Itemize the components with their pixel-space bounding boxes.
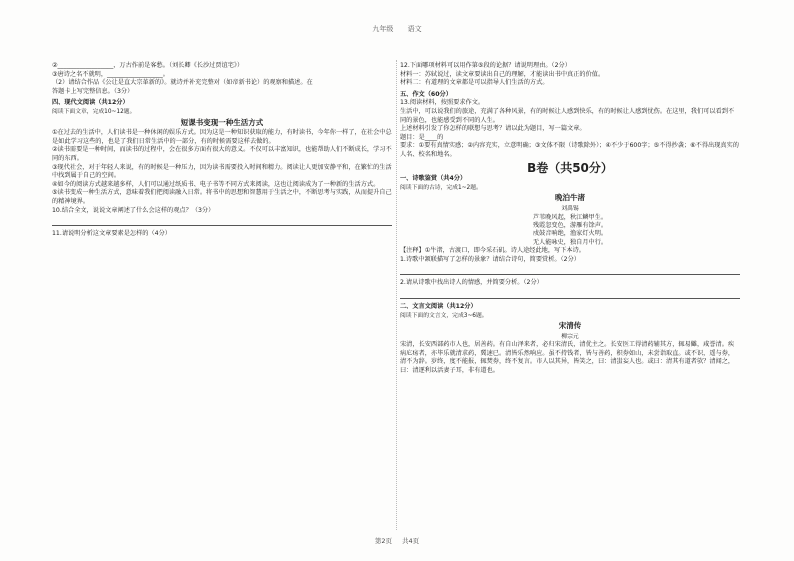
essay-prompt: 生活中，可以说我们的旅途，充满了各种风景，有的时候让人感到快乐，有的时候让人感到忧伤。在这里，我们可以看到不同的景色，也能感受到不同的人生。	[400, 107, 735, 124]
poem-author: 刘禹锡	[561, 205, 579, 212]
question-12: 12.下面哪项材料可以用作第⑤段的论据？请说明理由。（2分）	[400, 62, 571, 69]
classical-heading: 二、文言文阅读（共12分）	[400, 302, 477, 310]
classical-author: 柳宗元	[561, 333, 579, 340]
question-11: 11.请说明分析这文章要素是怎样的（4分）	[52, 230, 171, 238]
page-header	[0, 24, 794, 34]
poetry-heading: 一、诗歌鉴赏（共4分）	[400, 175, 467, 183]
page-footer	[0, 536, 794, 545]
right-column	[400, 62, 740, 376]
section-b-heading: B卷（共50分）	[527, 160, 613, 175]
classical-title: 宋清传	[558, 321, 582, 331]
essay-requirements: 要求：①要有真情实感；②内容充实，立意明确；③文体不限（诗歌除外）；④不少于600字；⑤不得抄袭；⑥不得出现真实的人名、校名和地名。	[400, 142, 739, 158]
question-13: 13.阅读材料，按照要求作文。	[400, 99, 485, 107]
material-2: 材料二：有道理的文章都是可以指导人们生活的方式。	[400, 79, 549, 87]
classical-text: 宋清，长安西部药市人也，居善药。有自山泽来者，必归宋清氏，清优主之。长安医工得清药辅其方，辄易雠，咸誉清。疾病庀疡者，亦毕乐就清求药，冀速已。清皆乐然响应。虽不持钱者，皆与善药，积券如山，未尝诣取直。或不识，遥与券，清不为辞。岁终，度不能报，辄焚券，终不复言。市人以其异，皆笑之，曰：清蚩妄人也。或曰：清其有道者欤？清闻之，曰：清逐利以活妻子耳，非有道也。	[400, 341, 735, 375]
article-para-2: ②读书需要是一种时间，而读书的过程中，会在很多方面有很大的意义。不仅可以丰富知识，也能帮助人们不断成长，学习不同的东西。	[52, 146, 392, 162]
grade-label: 九年级	[372, 25, 394, 33]
section-5-heading: 五、作文（60分）	[400, 90, 452, 98]
poetry-instruction: 阅读下面的古诗，完成1~2题。	[400, 184, 482, 191]
answer-line	[400, 274, 740, 275]
material-1: 材料一：苏轼说过，读文章要读出自己的理解，才能读出书中真正的价值。	[400, 70, 605, 78]
question-note-cont: 答题卡上写完整信息。（3分）	[52, 87, 134, 95]
poem-line: 戍鼓音响绝，渔家灯火明。	[532, 230, 608, 238]
poem-note: 【注释】①牛渚，古渡口，即今采石矶。诗人途经此地，写下本诗。	[400, 247, 585, 255]
question-1: 1.诗歌中颔联描写了怎样的景象？请结合诗句，简要赏析。（2分）	[400, 255, 580, 263]
page-total: 共4页	[402, 537, 420, 545]
article-para-3: ③现代社会，对于年轻人来说，有的时候是一种压力，因为读书需要投入时间和精力。阅读让人更加安静平和，在繁忙的生活中找到属于自己的空间。	[52, 163, 392, 180]
fill-blank-3: ③唐诗之名不就明，__________________。	[52, 70, 169, 78]
answer-line	[52, 225, 392, 226]
article-para-4: ④如今的阅读方式越来越多样，人们可以通过纸质书、电子书等不同方式来阅读，这也让阅读成为了一种新的生活方式。	[52, 180, 380, 188]
column-divider	[396, 60, 397, 530]
classical-instruction: 阅读下面的文言文，完成3~6题。	[400, 312, 488, 319]
poem-line: 无人能咏史，独自月中行。	[532, 238, 608, 246]
poem-body	[400, 214, 740, 248]
poem-line: 芦苇晚风起，秋江鳞甲生。	[532, 213, 608, 221]
left-column	[52, 62, 392, 239]
question-2: 2.请从诗歌中找出诗人的情感，并简要分析。（2分）	[400, 279, 543, 287]
page-number: 第2页	[374, 537, 392, 545]
section-4-instruction: 阅读下面文章，完成10~12题。	[52, 108, 136, 115]
poem-title: 晚泊牛渚	[555, 193, 585, 203]
fill-blank-2: ②__________________，万古作前是客愁。（刘长卿《长沙过贾谊宅》）	[52, 62, 244, 69]
answer-line	[400, 298, 740, 299]
subject-label: 语文	[407, 25, 422, 33]
section-4-heading: 四、现代文阅读（共12分）	[52, 99, 129, 107]
poem-line: 残霞忽变色，游雁有馀声。	[532, 221, 608, 229]
essay-title-line: 题目：是____的	[400, 133, 444, 141]
article-title: 短课书变现一种生活方式	[180, 117, 264, 127]
article-para-1: ①在过去的生活中，人们读书是一种休闲的娱乐方式。因为这是一种知识获取的能力，有时读书，今年你一样了，在社会中总是如此学习这些的，也是了我们日常生活中的一部分，有的时候需要这样去做的。	[52, 129, 392, 145]
article-para-5: ⑤读书变成一种生活方式，意味着我们把阅读融入日常。将书中的思想和智慧用于生活之中，不断思考与实践，从而提升自己的精神境界。	[52, 189, 392, 205]
essay-task: 上述材料引发了你怎样的联想与思考？请以此为题目，写一篇文章。	[400, 125, 586, 133]
question-note: （2）请结合作品《公让是直大宗革新的》。就诗并补充完整对（如帝新书论）的观察和描述。在	[52, 79, 313, 87]
question-10: 10.结合全文，说说文章阐述了什么会这样的观点？（3分）	[52, 206, 215, 214]
